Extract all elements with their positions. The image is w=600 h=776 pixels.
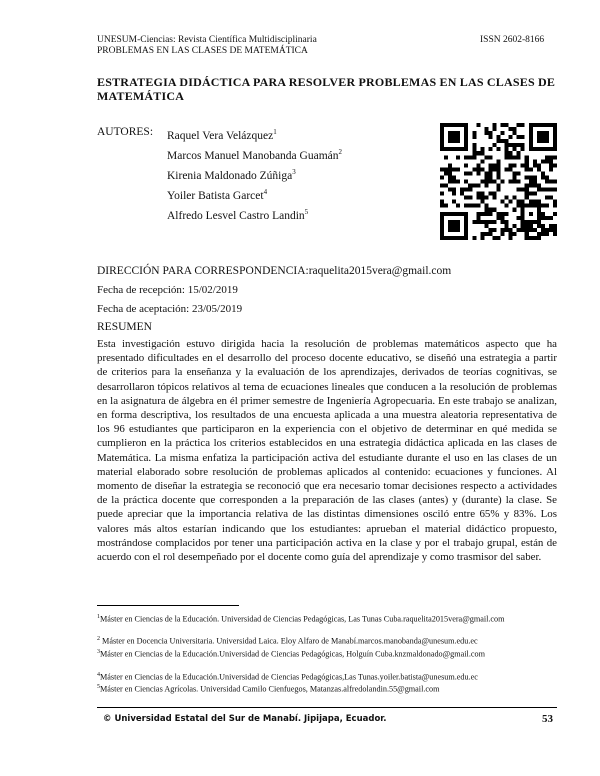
author-3: Kirenia Maldonado Zúñiga$^3$ bbox=[167, 168, 296, 182]
article-title: ESTRATEGIA DIDÁCTICA PARA RESOLVER PROBLEMAS EN LAS CLASES DE MATEMÁTICA bbox=[97, 75, 556, 103]
qr-code-icon bbox=[440, 123, 557, 240]
footnote-1: $^1$Máster en Ciencias de la Educación. Universidad de Ciencias Pedagógicas, Las Tunas Cuba.raquelita2015vera@gmail.com bbox=[97, 614, 505, 624]
accepted-date: Fecha de aceptación: 23/05/2019 bbox=[97, 303, 243, 315]
issn: ISSN 2602-8166 bbox=[480, 35, 545, 45]
page-number: 53 bbox=[542, 713, 553, 725]
author-1: Raquel Vera Velázquez$^1$ bbox=[167, 128, 277, 142]
footer-copyright: © Universidad Estatal del Sur de Manabí. Jipijapa, Ecuador. bbox=[103, 714, 387, 724]
abstract-heading: RESUMEN bbox=[97, 321, 152, 333]
author-4: Yoiler Batista Garcet$^4$ bbox=[167, 188, 268, 202]
footnote-3: $^3$Máster en Ciencias de la Educación.Universidad de Ciencias Pedagógicas, Holguín Cuba.knzmaldonado@gmail.com bbox=[97, 649, 485, 659]
footnote-5: $^5$Máster en Ciencias Agrícolas. Universidad Camilo Cienfuegos, Matanzas.alfredolandin.55@gmail.com bbox=[97, 684, 440, 694]
correspondence: DIRECCIÓN PARA CORRESPONDENCIA:raquelita2015vera@gmail.com bbox=[97, 265, 452, 277]
journal-name: UNESUM-Ciencias: Revista Científica Multidisciplinaria bbox=[97, 35, 317, 45]
received-date: Fecha de recepción: 15/02/2019 bbox=[97, 284, 238, 296]
authors-label: AUTORES: bbox=[97, 126, 154, 138]
footnote-rule bbox=[97, 605, 239, 606]
running-title: PROBLEMAS EN LAS CLASES DE MATEMÁTICA bbox=[97, 46, 308, 56]
author-2: Marcos Manuel Manobanda Guamán$^2$ bbox=[167, 148, 342, 162]
footnote-4: $^4$Máster en Ciencias de la Educación.Universidad de Ciencias Pedagógicas,Las Tunas.yoiler.batista@unesum.edu.ec bbox=[97, 672, 478, 682]
author-5: Alfredo Lesvel Castro Landin$^5$ bbox=[167, 208, 309, 222]
footer-rule bbox=[97, 707, 557, 708]
abstract-text: Esta investigación estuvo dirigida hacia la resolución de problemas matemáticos aspecto que ha presentado dificultades en el desarrollo del proceso docente educativo, se diseñó una estrategia a partir de criterios para la enseñanza y la evaluación de los aprendizajes, derivados de teorías cognitivas, se desarrollaron tópicos relativos al tema de ecuaciones lineales que conducen a la resolución de problemas en la asignatura de álgebra en él primer semestre de Ingeniería Agropecuaria. En este trabajo se analizan, en forma descriptiva, los resultados de una encuesta aplicada a una muestra aleatoria representativa de los 96 estudiantes que participaron en la experiencia con el objetivo de determinar en qué medida se cumplieron en la práctica los criterios establecidos en una estrategia didáctica aplicada en las clases de Matemática. La misma enfatiza la participación activa del estudiante durante el uso en las clases de un material elaborado sobre resolución de problemas aplicados al contenido: ecuaciones y funciones. Al momento de diseñar la estrategia se reconoció que era necesario tomar decisiones respecto a actividades de la práctica docente que corresponden a la preparación de las clases (antes) y (durante) la clase. Se puede apreciar que la importancia relativa de las distintas dimensiones osciló entre 65% y 83%. Los valores más altos estarían indicando que los estudiantes: aprueban el material didáctico propuesto, mostrándose complacidos por tener una participación activa en la clase y por el trabajo grupal, están de acuerdo con el rol desempeñado por el docente como guía del aprendizaje y como trasmisor del saber. bbox=[97, 338, 557, 564]
footnote-2: $^2$ Máster en Docencia Universitaria. Universidad Laica. Eloy Alfaro de Manabí.marcos.manobanda@unesum.edu.ec bbox=[97, 636, 478, 646]
